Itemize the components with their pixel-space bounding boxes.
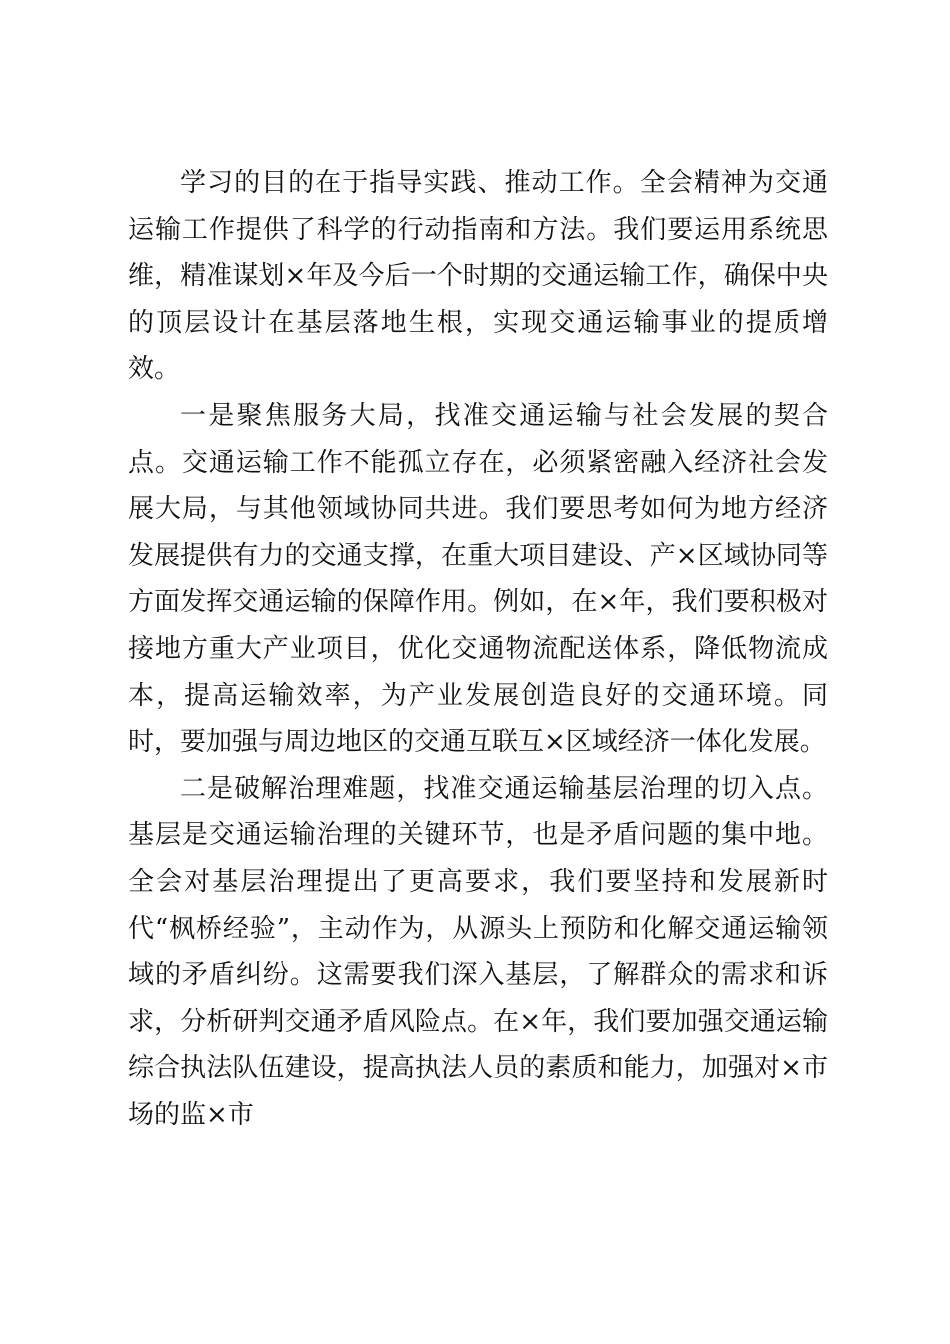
- paragraph-intro: 学习的目的在于指导实践、推动工作。全会精神为交通运输工作提供了科学的行动指南和方法。我们要运用系统思维，精准谋划×年及今后一个时期的交通运输工作，确保中央的顶层设计在基层落地生根，实现交通运输事业的提质增效。: [128, 168, 828, 385]
- document-body: [128, 160, 828, 1138]
- paragraph-point-one: 一是聚焦服务大局，找准交通运输与社会发展的契合点。交通运输工作不能孤立存在，必须紧密融入经济社会发展大局，与其他领域协同共进。我们要思考如何为地方经济发展提供有力的交通支撑，在重大项目建设、产×区域协同等方面发挥交通运输的保障作用。例如，在×年，我们要积极对接地方重大产业项目，优化交通物流配送体系，降低物流成本，提高运输效率，为产业发展创造良好的交通环境。同时，要加强与周边地区的交通互联互×区域经济一体化发展。: [128, 400, 828, 758]
- paragraph-point-two: 二是破解治理难题，找准交通运输基层治理的切入点。基层是交通运输治理的关键环节，也是矛盾问题的集中地。全会对基层治理提出了更高要求，我们要坚持和发展新时代“枫桥经验”，主动作为，从源头上预防和化解交通运输领域的矛盾纠纷。这需要我们深入基层，了解群众的需求和诉求，分析研判交通矛盾风险点。在×年，我们要加强交通运输综合执法队伍建设，提高执法人员的素质和能力，加强对×市场的监×市: [128, 773, 828, 1130]
